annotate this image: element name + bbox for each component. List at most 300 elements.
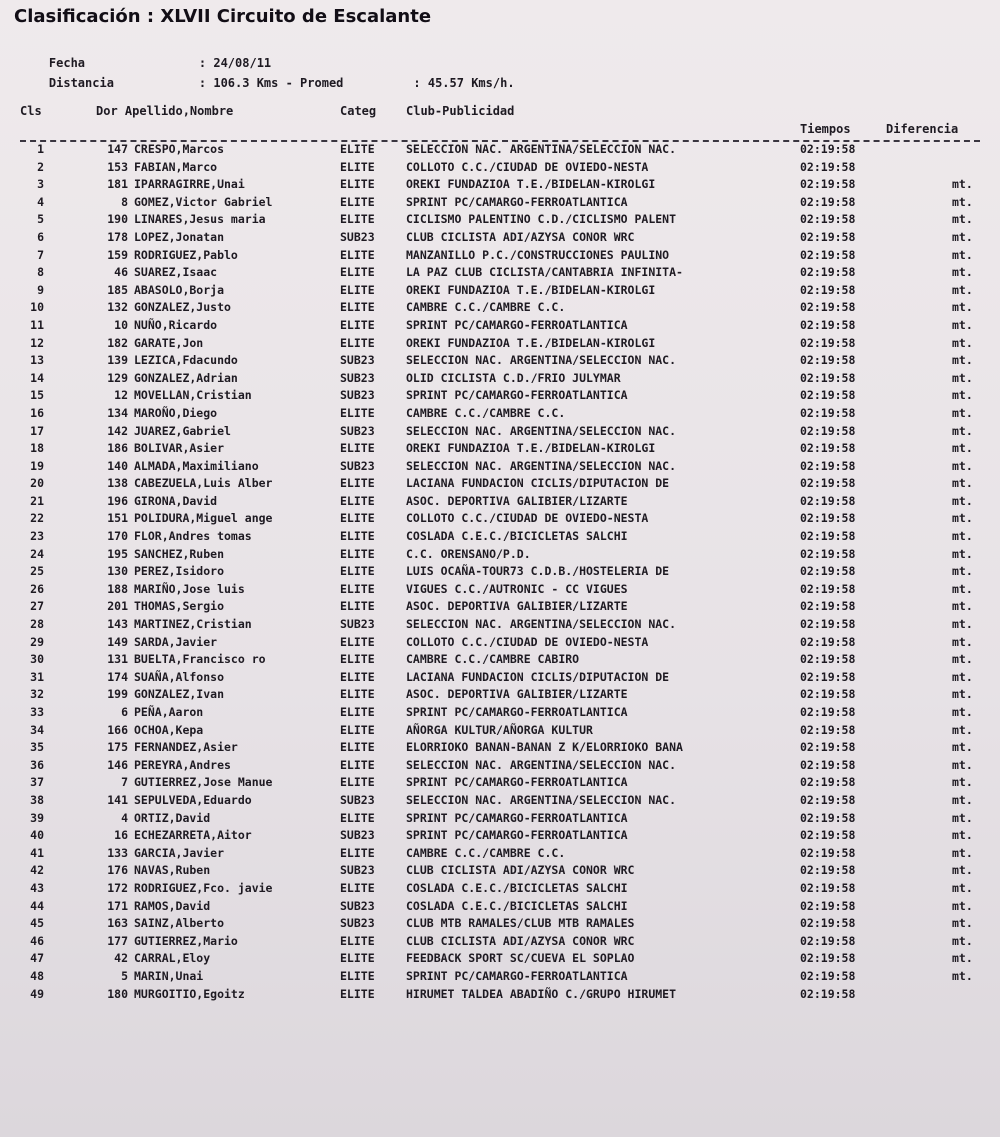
row-difference: mt. [952,581,973,596]
row-cls: 16 [30,405,44,420]
row-dorsal: 177 [107,933,128,948]
table-row [0,529,1000,547]
row-cls: 48 [30,968,44,983]
row-difference: mt. [952,458,973,473]
row-time: 02:19:58 [800,687,856,702]
row-dorsal: 6 [121,705,128,719]
table-row [0,846,1000,864]
row-cls: 5 [37,212,44,227]
table-row [0,670,1000,688]
row-time: 02:19:58 [800,388,856,403]
table-row [0,740,1000,758]
table-row [0,617,1000,635]
row-name: PEREZ,Isidoro [134,564,225,579]
row-category: ELITE [340,652,375,667]
table-row [0,424,1000,442]
row-category: ELITE [340,546,375,561]
fecha-label: Fecha [48,56,86,70]
row-dorsal: 141 [107,792,128,807]
distancia-line [20,62,515,104]
row-category: SUB23 [340,617,375,632]
row-time: 02:19:58 [800,757,856,772]
table-row [0,248,1000,266]
row-club: COSLADA C.E.C./BICICLETAS SALCHI [406,880,628,895]
table-row [0,160,1000,178]
row-difference: mt. [952,652,973,667]
row-time: 02:19:58 [800,177,856,192]
row-difference: mt. [952,722,973,737]
row-dorsal: 166 [107,722,128,737]
row-club: LACIANA FUNDACION CICLIS/DIPUTACION DE [406,669,670,684]
row-club: SELECCION NAC. ARGENTINA/SELECCION NAC. [406,792,677,807]
row-club: CAMBRE C.C./CAMBRE C.C. [406,300,566,315]
row-time: 02:19:58 [800,828,856,843]
row-club: CAMBRE C.C./CAMBRE C.C. [406,405,566,420]
row-category: ELITE [340,159,375,174]
row-dorsal: 196 [107,493,128,508]
row-difference: mt. [952,493,973,508]
row-category: ELITE [340,722,375,737]
row-dorsal: 176 [107,863,128,878]
row-difference: mt. [952,282,973,297]
row-difference: mt. [952,247,973,262]
row-difference: mt. [952,933,973,948]
row-time: 02:19:58 [800,810,856,825]
row-category: ELITE [340,564,375,579]
row-difference: mt. [952,388,973,403]
header-diferencia: Diferencia [886,122,959,136]
table-row [0,283,1000,301]
row-category: ELITE [340,933,375,948]
row-cls: 25 [30,564,44,579]
row-difference: mt. [952,300,973,315]
row-difference: mt. [952,810,973,825]
row-time: 02:19:58 [800,353,856,368]
row-cls: 21 [30,493,44,508]
row-category: SUB23 [340,388,375,403]
table-row [0,916,1000,934]
row-club: COLLOTO C.C./CIUDAD DE OVIEDO-NESTA [406,511,649,526]
table-row [0,599,1000,617]
row-club: MANZANILLO P.C./CONSTRUCCIONES PAULINO [406,247,670,262]
row-time: 02:19:58 [800,212,856,227]
row-difference: mt. [952,229,973,244]
row-difference: mt. [952,353,973,368]
row-dorsal: 130 [107,564,128,579]
row-name: GUTIERREZ,Jose Manue [134,775,273,790]
row-club: LA PAZ CLUB CICLISTA/CANTABRIA INFINITA- [406,265,683,280]
row-name: MURGOITIO,Egoitz [134,986,245,1001]
row-difference: mt. [952,441,973,456]
row-time: 02:19:58 [800,370,856,385]
row-name: PEREYRA,Andres [134,757,231,772]
table-row [0,582,1000,600]
row-cls: 35 [30,740,44,755]
row-club: CAMBRE C.C./CAMBRE CABIRO [406,652,580,667]
row-club: ASOC. DEPORTIVA GALIBIER/LIZARTE [406,599,628,614]
row-difference: mt. [952,669,973,684]
row-cls: 18 [30,441,44,456]
row-time: 02:19:58 [800,599,856,614]
row-difference: mt. [952,335,973,350]
row-difference: mt. [952,916,973,931]
row-time: 02:19:58 [800,986,856,1001]
row-name: FABIAN,Marco [134,159,218,174]
row-time: 02:19:58 [800,845,856,860]
row-dorsal: 132 [107,300,128,315]
table-row [0,195,1000,213]
row-dorsal: 4 [121,810,128,825]
row-name: GIRONA,David [134,493,218,508]
table-row [0,705,1000,723]
row-club: OREKI FUNDAZIOA T.E./BIDELAN-KIROLGI [406,441,656,456]
row-category: ELITE [340,300,375,315]
header-cls: Cls [20,104,42,118]
row-club: COLLOTO C.C./CIUDAD DE OVIEDO-NESTA [406,634,649,649]
row-category: ELITE [340,441,375,456]
row-difference: mt. [952,423,973,438]
row-name: GOMEZ,Victor Gabriel [134,194,273,209]
row-category: ELITE [340,757,375,772]
table-row [0,811,1000,829]
row-category: SUB23 [340,863,375,878]
table-row [0,758,1000,776]
row-cls: 23 [30,529,44,544]
row-cls: 22 [30,511,44,526]
table-row [0,371,1000,389]
row-dorsal: 7 [121,775,128,790]
row-difference: mt. [952,511,973,526]
row-category: ELITE [340,177,375,192]
row-dorsal: 188 [107,581,128,596]
row-cls: 26 [30,581,44,596]
row-category: SUB23 [340,423,375,438]
row-dorsal: 180 [107,986,128,1001]
row-name: ALMADA,Maximiliano [134,458,259,473]
row-club: SPRINT PC/CAMARGO-FERROATLANTICA [406,194,628,209]
row-name: SANCHEZ,Ruben [134,546,225,561]
row-club: SPRINT PC/CAMARGO-FERROATLANTICA [406,968,628,983]
row-dorsal: 153 [107,159,128,174]
row-club: SELECCION NAC. ARGENTINA/SELECCION NAC. [406,458,677,473]
row-name: ECHEZARRETA,Aitor [134,828,252,843]
row-time: 02:19:58 [800,792,856,807]
row-category: ELITE [340,529,375,544]
row-name: BUELTA,Francisco ro [134,652,266,667]
row-club: SELECCION NAC. ARGENTINA/SELECCION NAC. [406,142,677,156]
row-dorsal: 140 [107,458,128,473]
row-name: MARTINEZ,Cristian [134,617,252,632]
row-category: ELITE [340,810,375,825]
row-difference: mt. [952,194,973,209]
table-row [0,934,1000,952]
row-dorsal: 12 [114,388,128,403]
row-club: ELORRIOKO BANAN-BANAN Z K/ELORRIOKO BANA [406,740,683,755]
row-time: 02:19:58 [800,564,856,579]
table-row [0,142,1000,160]
table-row [0,635,1000,653]
row-category: ELITE [340,476,375,491]
row-category: ELITE [340,740,375,755]
row-cls: 31 [30,669,44,684]
table-row [0,793,1000,811]
row-category: ELITE [340,247,375,262]
row-dorsal: 8 [121,194,128,209]
row-difference: mt. [952,476,973,491]
row-cls: 17 [30,423,44,438]
row-time: 02:19:58 [800,775,856,790]
row-difference: mt. [952,405,973,420]
row-time: 02:19:58 [800,229,856,244]
row-time: 02:19:58 [800,669,856,684]
row-club: C.C. ORENSANO/P.D. [406,546,531,561]
row-time: 02:19:58 [800,493,856,508]
row-category: ELITE [340,335,375,350]
row-category: SUB23 [340,370,375,385]
table-row [0,547,1000,565]
row-time: 02:19:58 [800,863,856,878]
row-club: SPRINT PC/CAMARGO-FERROATLANTICA [406,705,628,719]
row-club: CLUB CICLISTA ADI/AZYSA CONOR WRC [406,933,635,948]
table-row [0,828,1000,846]
row-time: 02:19:58 [800,247,856,262]
row-club: SPRINT PC/CAMARGO-FERROATLANTICA [406,775,628,790]
row-difference: mt. [952,863,973,878]
row-cls: 39 [30,810,44,825]
row-time: 02:19:58 [800,898,856,913]
table-row [0,230,1000,248]
row-time: 02:19:58 [800,617,856,632]
row-dorsal: 163 [107,916,128,931]
distancia-label: Distancia [48,76,114,90]
row-cls: 4 [37,194,44,209]
page-title: Clasificación : XLVII Circuito de Escalante [14,6,432,27]
row-name: ORTIZ,David [134,810,211,825]
table-row [0,494,1000,512]
row-difference: mt. [952,740,973,755]
row-cls: 1 [37,142,44,156]
row-category: ELITE [340,880,375,895]
row-difference: mt. [952,317,973,332]
row-club: SPRINT PC/CAMARGO-FERROATLANTICA [406,317,628,332]
row-difference: mt. [952,880,973,895]
row-name: GARATE,Jon [134,335,204,350]
row-time: 02:19:58 [800,705,856,719]
row-dorsal: 174 [107,669,128,684]
row-cls: 9 [37,282,44,297]
row-cls: 13 [30,353,44,368]
row-club: ASOC. DEPORTIVA GALIBIER/LIZARTE [406,687,628,702]
row-category: SUB23 [340,916,375,931]
row-name: GUTIERREZ,Mario [134,933,238,948]
row-name: PEÑA,Aaron [134,705,204,719]
row-name: OCHOA,Kepa [134,722,204,737]
table-row [0,336,1000,354]
table-row [0,300,1000,318]
row-dorsal: 131 [107,652,128,667]
row-time: 02:19:58 [800,511,856,526]
row-name: SARDA,Javier [134,634,218,649]
row-name: FLOR,Andres tomas [134,529,252,544]
row-dorsal: 16 [114,828,128,843]
row-club: COSLADA C.E.C./BICICLETAS SALCHI [406,529,628,544]
row-difference: mt. [952,617,973,632]
row-cls: 44 [30,898,44,913]
row-category: ELITE [340,511,375,526]
row-dorsal: 149 [107,634,128,649]
row-difference: mt. [952,529,973,544]
row-club: SPRINT PC/CAMARGO-FERROATLANTICA [406,828,628,843]
row-time: 02:19:58 [800,142,856,156]
row-category: ELITE [340,405,375,420]
row-name: LEZICA,Fdacundo [134,353,238,368]
row-category: SUB23 [340,898,375,913]
table-row [0,511,1000,529]
row-name: SAINZ,Alberto [134,916,225,931]
promedio-value: : 45.57 Kms/h. [413,76,515,90]
row-name: POLIDURA,Miguel ange [134,511,273,526]
row-name: THOMAS,Sergio [134,599,225,614]
row-category: ELITE [340,951,375,966]
row-dorsal: 199 [107,687,128,702]
row-club: CAMBRE C.C./CAMBRE C.C. [406,845,566,860]
row-cls: 32 [30,687,44,702]
row-cls: 20 [30,476,44,491]
row-time: 02:19:58 [800,968,856,983]
row-cls: 34 [30,722,44,737]
row-time: 02:19:58 [800,529,856,544]
row-time: 02:19:58 [800,951,856,966]
row-time: 02:19:58 [800,405,856,420]
row-cls: 41 [30,845,44,860]
table-row [0,212,1000,230]
table-row [0,459,1000,477]
table-row [0,881,1000,899]
table-row [0,863,1000,881]
row-dorsal: 142 [107,423,128,438]
row-category: SUB23 [340,458,375,473]
row-cls: 2 [37,159,44,174]
table-row [0,441,1000,459]
row-time: 02:19:58 [800,740,856,755]
row-cls: 49 [30,986,44,1001]
row-difference: mt. [952,898,973,913]
row-category: ELITE [340,194,375,209]
row-time: 02:19:58 [800,546,856,561]
row-club: FEEDBACK SPORT SC/CUEVA EL SOPLAO [406,951,635,966]
row-club: OREKI FUNDAZIOA T.E./BIDELAN-KIROLGI [406,282,656,297]
row-name: NAVAS,Ruben [134,863,211,878]
row-cls: 40 [30,828,44,843]
row-cls: 8 [37,265,44,280]
table-row [0,177,1000,195]
table-row [0,353,1000,371]
row-name: MAROÑO,Diego [134,405,218,420]
row-difference: mt. [952,212,973,227]
row-cls: 36 [30,757,44,772]
row-time: 02:19:58 [800,194,856,209]
row-name: MOVELLAN,Cristian [134,388,252,403]
row-dorsal: 181 [107,177,128,192]
row-time: 02:19:58 [800,476,856,491]
table-row [0,318,1000,336]
row-dorsal: 171 [107,898,128,913]
row-dorsal: 178 [107,229,128,244]
row-club: SELECCION NAC. ARGENTINA/SELECCION NAC. [406,353,677,368]
row-time: 02:19:58 [800,159,856,174]
row-club: ASOC. DEPORTIVA GALIBIER/LIZARTE [406,493,628,508]
row-difference: mt. [952,599,973,614]
row-difference: mt. [952,968,973,983]
row-difference: mt. [952,564,973,579]
header-categ: Categ [340,104,377,118]
row-dorsal: 147 [107,142,128,156]
row-cls: 33 [30,705,44,719]
row-difference: mt. [952,177,973,192]
row-club: LACIANA FUNDACION CICLIS/DIPUTACION DE [406,476,670,491]
row-name: GONZALEZ,Ivan [134,687,225,702]
row-category: ELITE [340,317,375,332]
row-club: SELECCION NAC. ARGENTINA/SELECCION NAC. [406,423,677,438]
row-cls: 7 [37,247,44,262]
row-club: CLUB CICLISTA ADI/AZYSA CONOR WRC [406,863,635,878]
row-dorsal: 185 [107,282,128,297]
row-category: ELITE [340,493,375,508]
row-club: VIGUES C.C./AUTRONIC - CC VIGUES [406,581,628,596]
row-club: CLUB MTB RAMALES/CLUB MTB RAMALES [406,916,635,931]
row-name: IPARRAGIRRE,Unai [134,177,245,192]
row-time: 02:19:58 [800,581,856,596]
row-cls: 38 [30,792,44,807]
row-cls: 15 [30,388,44,403]
row-category: ELITE [340,775,375,790]
row-difference: mt. [952,845,973,860]
row-cls: 29 [30,634,44,649]
row-dorsal: 151 [107,511,128,526]
row-time: 02:19:58 [800,916,856,931]
row-cls: 30 [30,652,44,667]
table-row [0,265,1000,283]
row-club: SPRINT PC/CAMARGO-FERROATLANTICA [406,388,628,403]
row-name: ABASOLO,Borja [134,282,225,297]
row-category: ELITE [340,687,375,702]
row-name: GONZALEZ,Justo [134,300,231,315]
row-dorsal: 143 [107,617,128,632]
row-dorsal: 46 [114,265,128,280]
table-row [0,564,1000,582]
header-tiempos: Tiempos [800,122,851,136]
row-difference: mt. [952,792,973,807]
distancia-value: : 106.3 Kms - Promed [198,76,344,90]
row-time: 02:19:58 [800,458,856,473]
row-dorsal: 172 [107,880,128,895]
row-difference: mt. [952,705,973,719]
row-club: SELECCION NAC. ARGENTINA/SELECCION NAC. [406,757,677,772]
row-club: CICLISMO PALENTINO C.D./CICLISMO PALENT [406,212,677,227]
table-row [0,687,1000,705]
row-category: ELITE [340,986,375,1001]
row-dorsal: 138 [107,476,128,491]
row-category: ELITE [340,634,375,649]
row-dorsal: 10 [114,317,128,332]
row-name: FERNANDEZ,Asier [134,740,238,755]
table-row [0,899,1000,917]
header-club: Club-Publicidad [406,104,515,118]
row-time: 02:19:58 [800,652,856,667]
row-name: SUAREZ,Isaac [134,265,218,280]
row-time: 02:19:58 [800,722,856,737]
row-cls: 42 [30,863,44,878]
